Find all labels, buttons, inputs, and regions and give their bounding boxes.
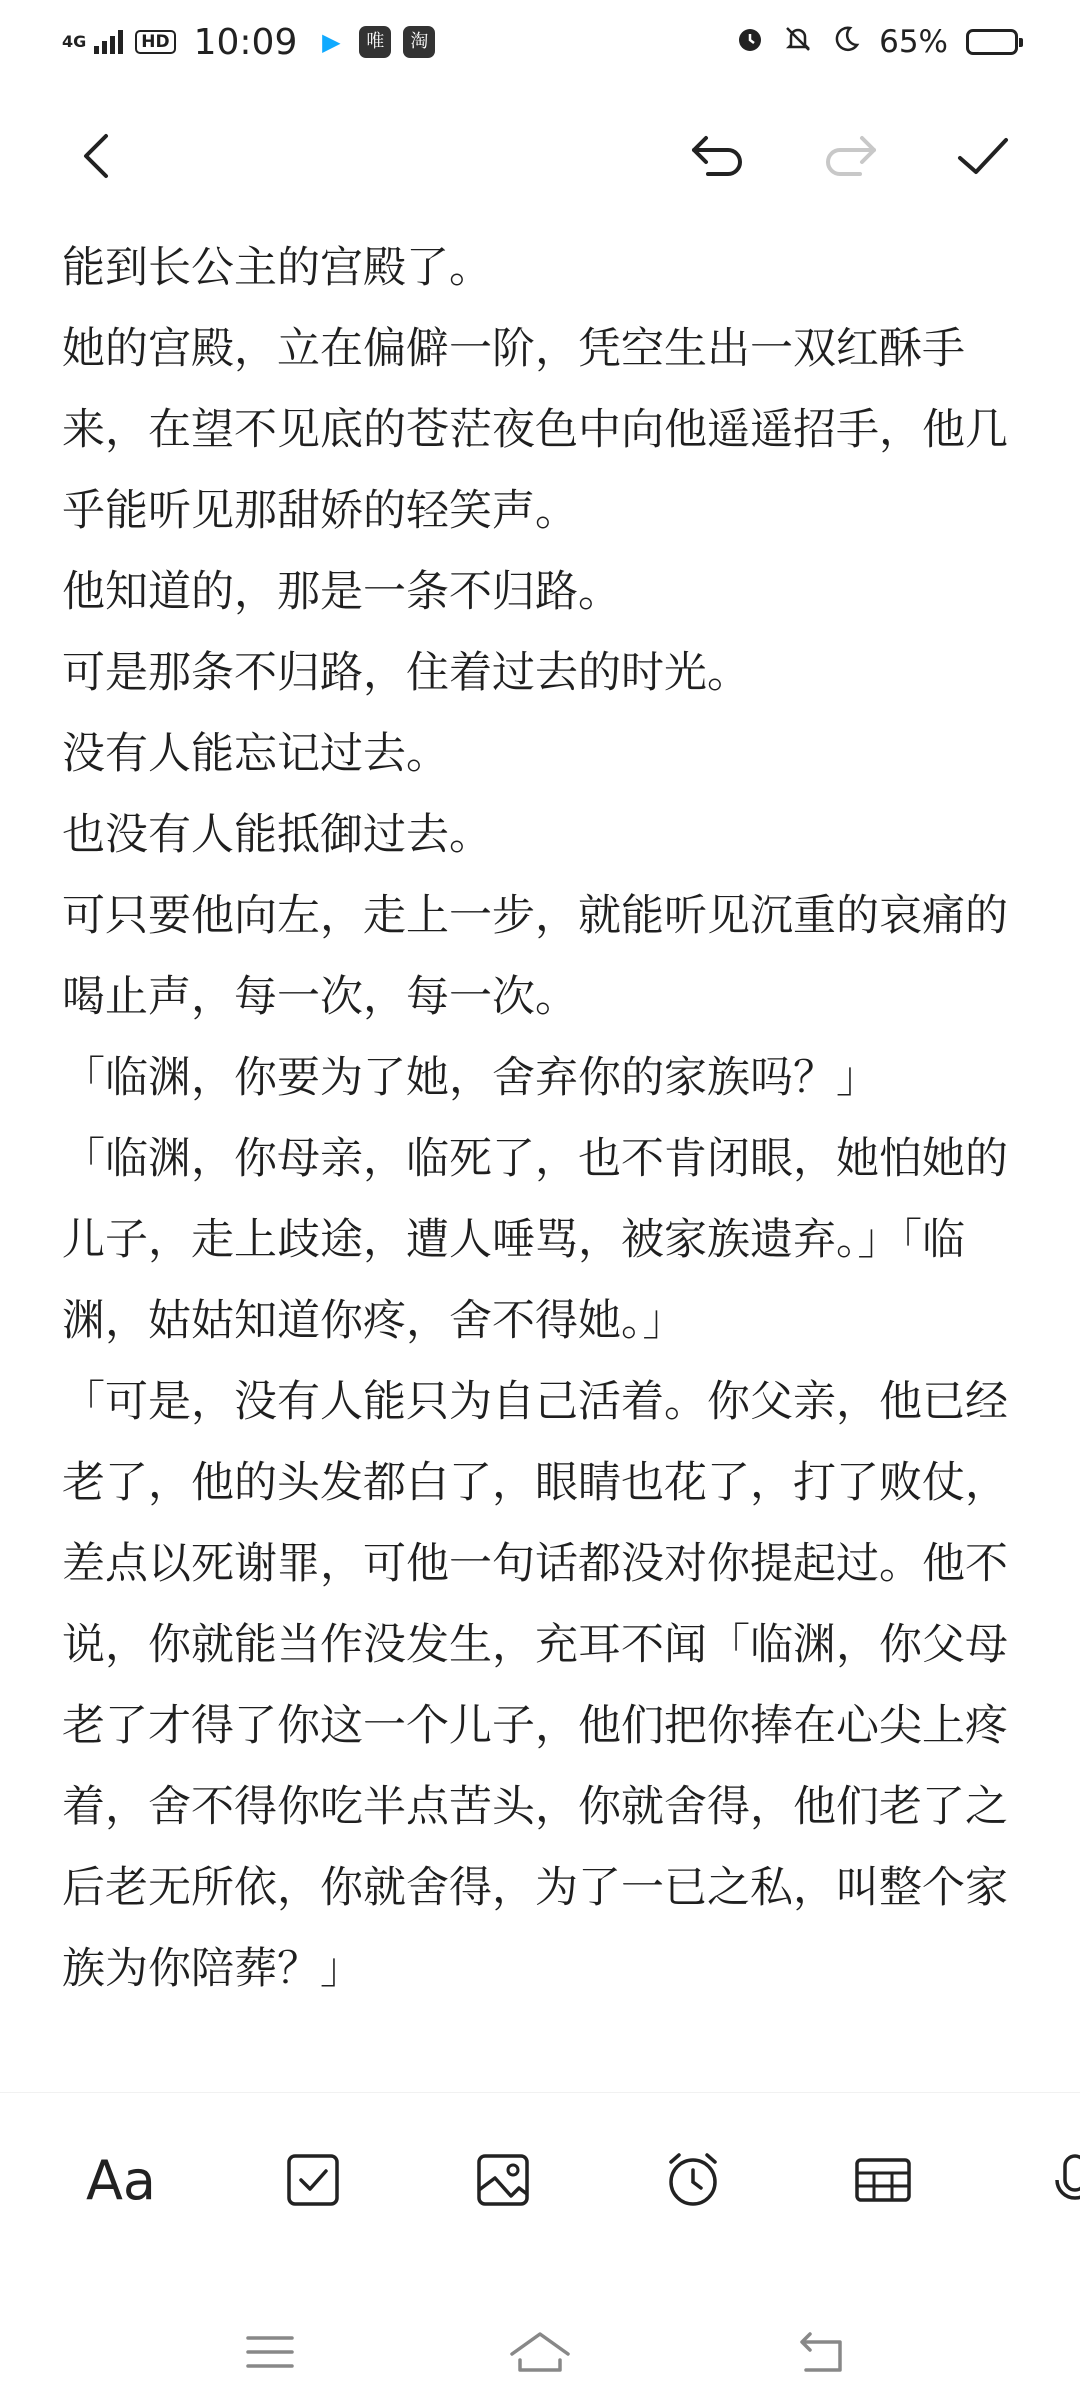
home-icon bbox=[508, 2320, 572, 2384]
battery-percent: 65% bbox=[879, 24, 948, 60]
note-paragraph: 「可是，没有人能只为自己活着。你父亲，他已经老了，他的头发都白了，眼睛也花了，打了败仗，差点以死谢罪，可他一句话都没对你提起过。他不说，你就能当作没发生，充耳不闻「临渊，你父母老了才得了你这一个儿子，他们把你捧在心尖上疼着，舍不得你吃半点苦头，你就舍得，他们老了之后老无所依，你就舍得，为了一已之私，叫整个家族为你陪葬？」 bbox=[62, 1377, 1008, 1994]
app-notification-icon: ▶ bbox=[322, 28, 341, 56]
insert-image-button[interactable] bbox=[468, 2145, 538, 2215]
status-bar bbox=[0, 0, 1080, 84]
recent-apps-button[interactable] bbox=[238, 2320, 302, 2384]
checklist-button[interactable] bbox=[278, 2145, 348, 2215]
redo-button[interactable] bbox=[814, 120, 886, 192]
format-bar bbox=[0, 2092, 1080, 2273]
note-paragraph: 没有人能忘记过去。 bbox=[62, 729, 449, 779]
battery-icon bbox=[966, 29, 1018, 55]
font-style-icon: Aa bbox=[85, 2148, 157, 2212]
undo-icon bbox=[682, 120, 754, 192]
system-back-button[interactable] bbox=[790, 2320, 854, 2384]
editor-toolbar bbox=[0, 110, 1080, 200]
home-button[interactable] bbox=[508, 2320, 572, 2384]
voice-input-button[interactable] bbox=[1040, 2145, 1080, 2215]
note-body[interactable] bbox=[62, 228, 1026, 2010]
system-nav-bar bbox=[0, 2300, 1080, 2408]
alarm-icon bbox=[735, 24, 765, 60]
back-button[interactable] bbox=[62, 120, 134, 192]
app-notification-taobao-icon: 淘 bbox=[403, 26, 435, 58]
reminder-button[interactable] bbox=[658, 2145, 728, 2215]
microphone-icon bbox=[1043, 2148, 1080, 2212]
reminder-clock-icon bbox=[661, 2148, 725, 2212]
note-paragraph: 「临渊，你要为了她，舍弃你的家族吗？」 bbox=[62, 1053, 879, 1103]
note-paragraph: 她的宫殿，立在偏僻一阶，凭空生出一双红酥手来，在望不见底的苍茫夜色中向他遥遥招手，他几乎能听见那甜娇的轻笑声。 bbox=[62, 324, 1008, 536]
image-icon bbox=[471, 2148, 535, 2212]
note-paragraph: 也没有人能抵御过去。 bbox=[62, 810, 492, 860]
moon-icon bbox=[831, 24, 861, 60]
network-type: 4G bbox=[62, 32, 87, 51]
table-icon bbox=[851, 2148, 915, 2212]
clock-time: 10:09 bbox=[193, 21, 298, 63]
note-paragraph: 能到长公主的宫殿了。 bbox=[62, 243, 492, 293]
font-style-button[interactable] bbox=[86, 2145, 156, 2215]
undo-button[interactable] bbox=[682, 120, 754, 192]
note-paragraph: 可是那条不归路，住着过去的时光。 bbox=[62, 648, 750, 698]
menu-icon bbox=[238, 2320, 302, 2384]
signal-strength-icon bbox=[94, 30, 123, 54]
note-paragraph: 他知道的，那是一条不归路。 bbox=[62, 567, 621, 617]
hd-badge: HD bbox=[135, 30, 175, 55]
done-button[interactable] bbox=[946, 120, 1018, 192]
note-paragraph: 「临渊，你母亲，临死了，也不肯闭眼，她怕她的儿子，走上歧途，遭人唾骂，被家族遗弃。」「临渊，姑姑知道你疼，舍不得她。」 bbox=[62, 1134, 1008, 1346]
status-left bbox=[62, 18, 435, 66]
back-icon bbox=[62, 120, 134, 192]
redo-icon bbox=[814, 120, 886, 192]
checklist-icon bbox=[281, 2148, 345, 2212]
mute-bell-icon bbox=[783, 24, 813, 60]
app-notification-vip-icon: 唯 bbox=[359, 26, 391, 58]
done-icon bbox=[946, 120, 1018, 192]
note-paragraph: 可只要他向左，走上一步，就能听见沉重的哀痛的喝止声，每一次，每一次。 bbox=[62, 891, 1008, 1022]
insert-table-button[interactable] bbox=[848, 2145, 918, 2215]
status-right bbox=[735, 18, 1018, 66]
back-gesture-icon bbox=[790, 2320, 854, 2384]
